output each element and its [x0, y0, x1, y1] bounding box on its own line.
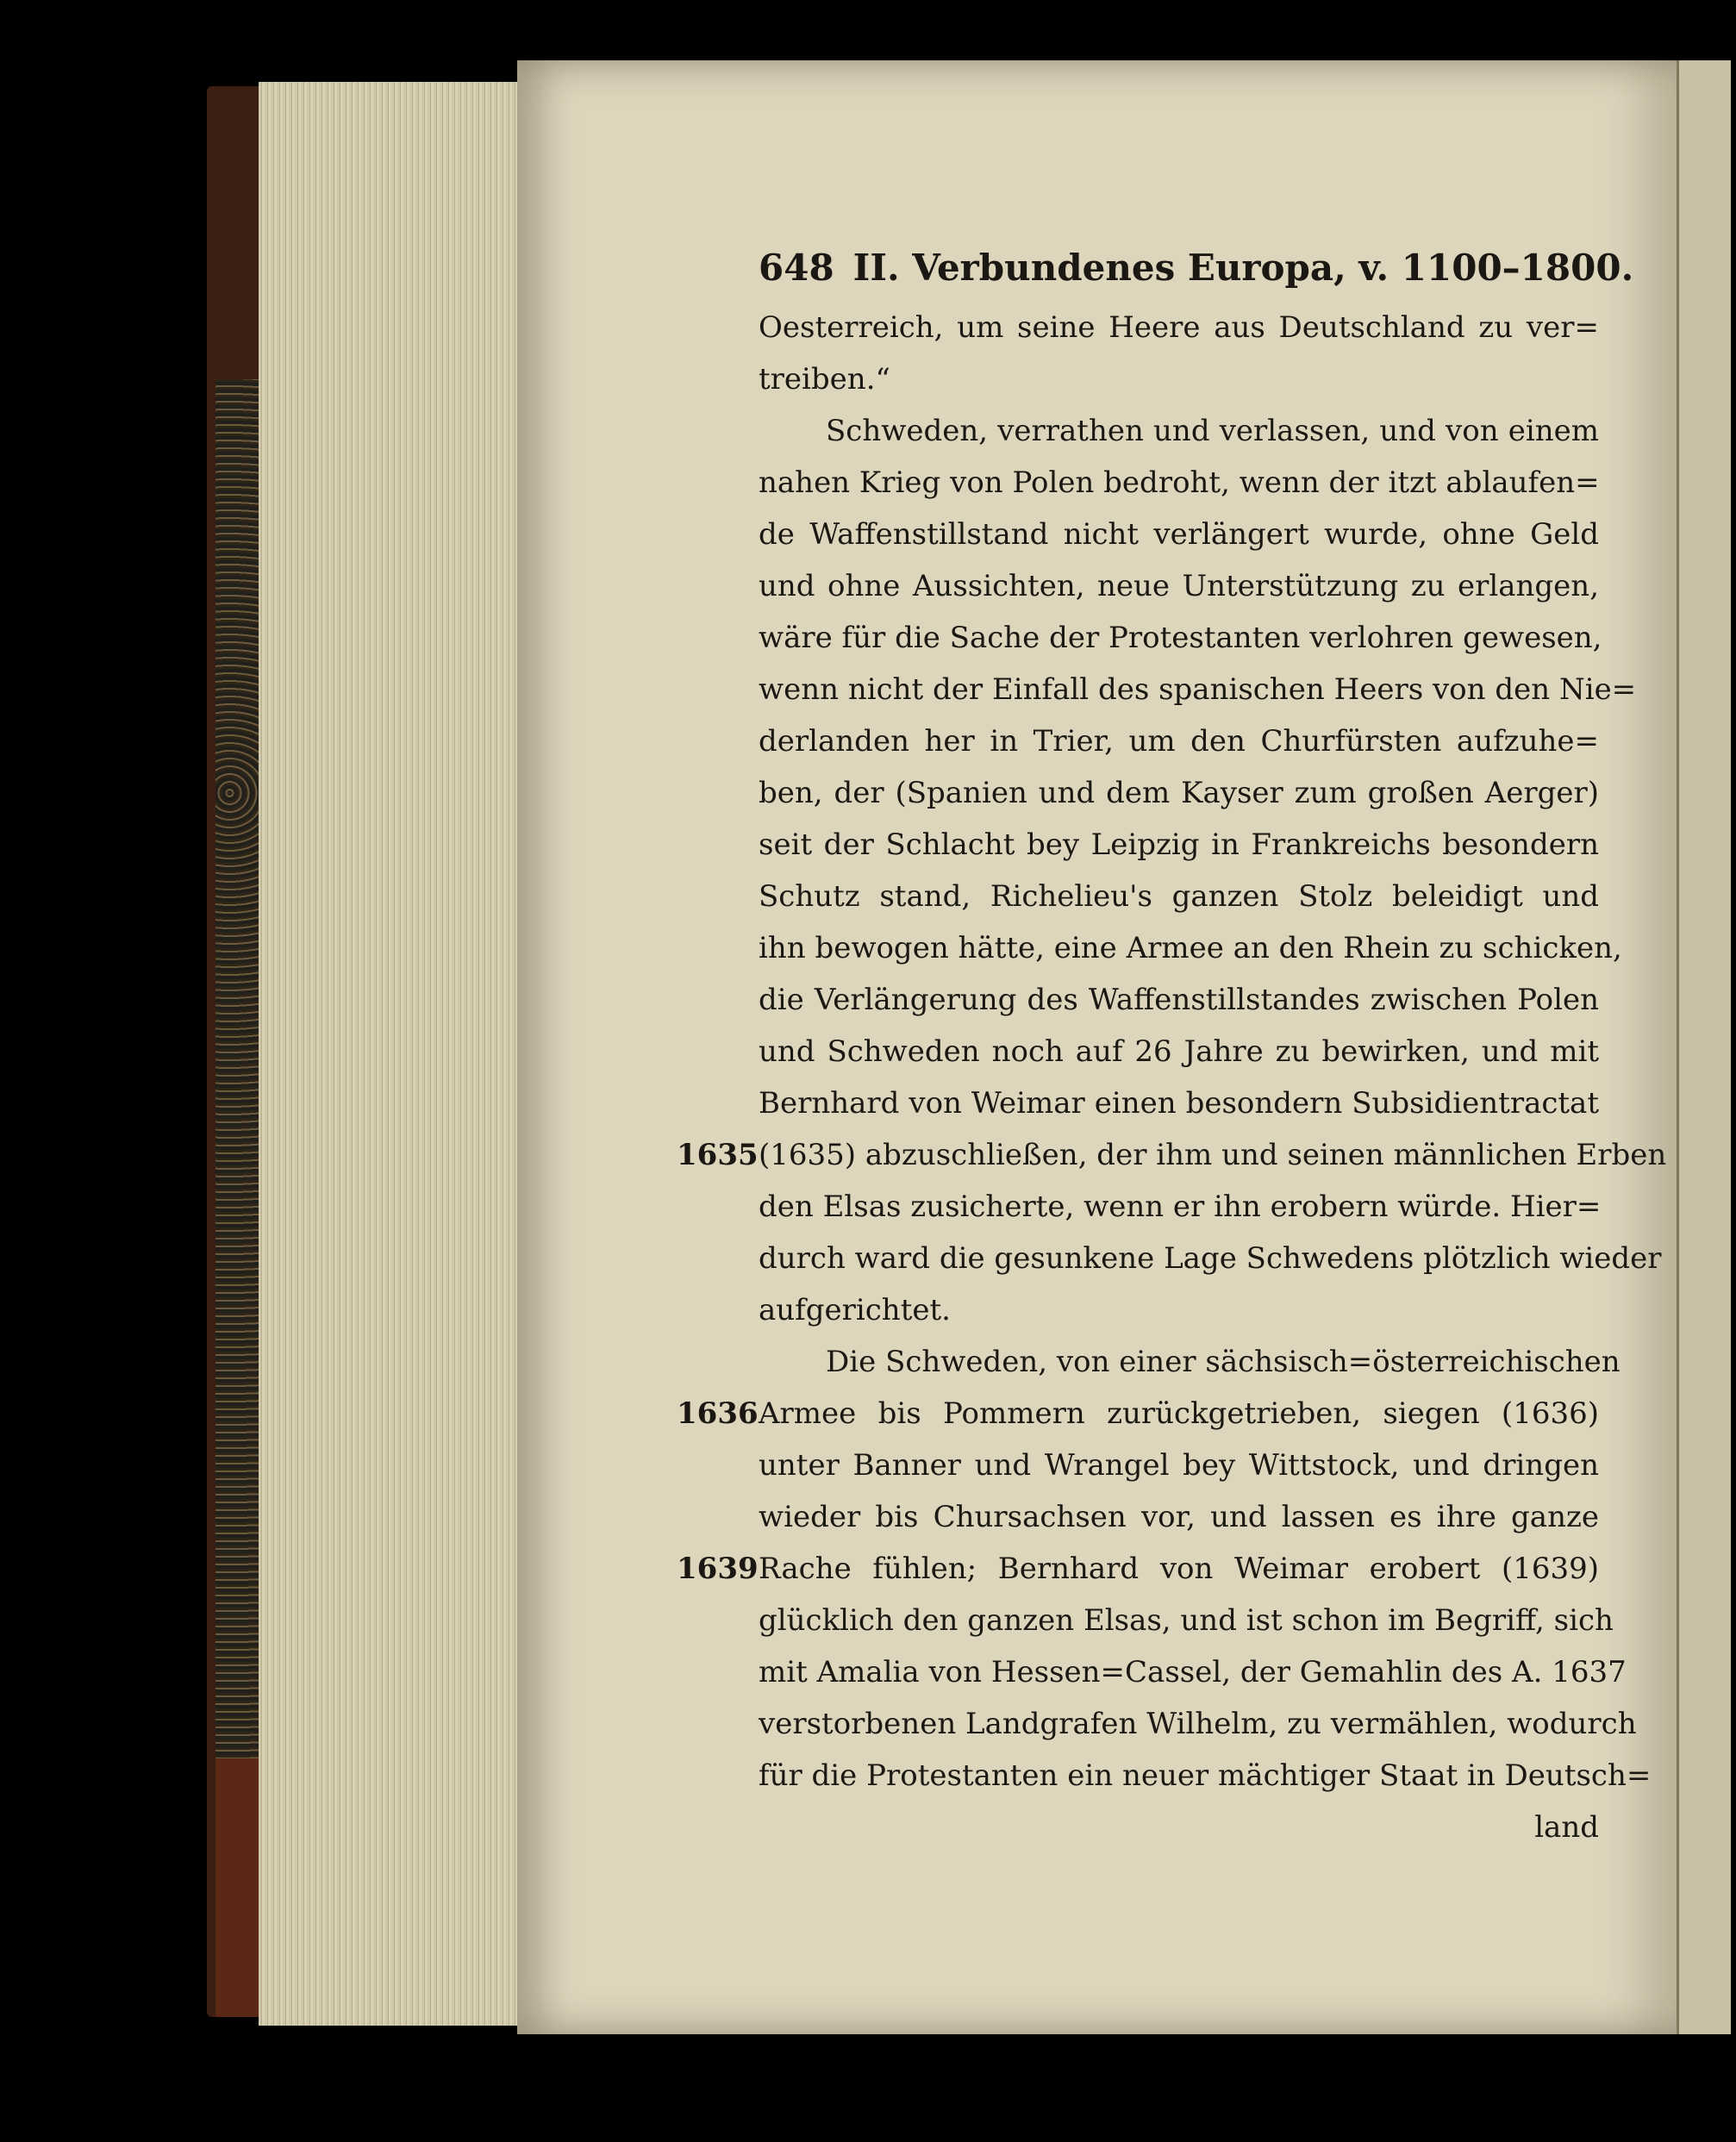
page-header: [759, 233, 1634, 302]
text-line: durch ward die gesunkene Lage Schwedens plötzlich wieder: [759, 1241, 1662, 1276]
catchword-line: land: [1534, 1810, 1599, 1845]
text-line: derlanden her in Trier, um den Churfürsten aufzuhe=: [759, 724, 1599, 759]
margin-year-note: 1639: [677, 1552, 759, 1586]
page-number: 648: [759, 246, 834, 289]
text-line: aufgerichtet.: [759, 1293, 951, 1327]
text-line-with-margin-note: [677, 1129, 1667, 1181]
text-line: die Verlängerung des Waffenstillstandes zwischen Polen: [759, 983, 1599, 1017]
text-line: und ohne Aussichten, neue Unterstützung zu erlangen,: [759, 569, 1599, 603]
text-line: Oesterreich, um seine Heere aus Deutschland zu ver=: [759, 310, 1599, 345]
text-line: treiben.“: [759, 362, 890, 397]
text-line: wenn nicht der Einfall des spanischen Heers von den Nie=: [759, 672, 1637, 707]
text-line: Bernhard von Weimar einen besondern Subsidientractat: [759, 1086, 1599, 1121]
text-line-with-margin-note: [677, 1388, 1599, 1439]
running-head: II. Verbundenes Europa, v. 1100–1800.: [852, 246, 1634, 289]
text-line: de Waffenstillstand nicht verlängert wurde, ohne Geld: [759, 517, 1599, 552]
text-line: Schutz stand, Richelieu's ganzen Stolz beleidigt und: [759, 879, 1599, 914]
text-line: seit der Schlacht bey Leipzig in Frankreichs besondern: [759, 827, 1599, 862]
margin-year-note: 1635: [677, 1138, 759, 1172]
page-text-block: [677, 233, 1667, 1853]
text-line: ben, der (Spanien und dem Kayser zum großen Aerger): [759, 776, 1599, 810]
text-line: den Elsas zusicherte, wenn er ihn erobern würde. Hier=: [759, 1190, 1602, 1224]
text-line: unter Banner und Wrangel bey Wittstock, und dringen: [759, 1448, 1599, 1483]
text-line-with-margin-note: [677, 1543, 1599, 1595]
text-line: wieder bis Chursachsen vor, und lassen es ihre ganze: [759, 1500, 1599, 1534]
text-line: glücklich den ganzen Elsas, und ist schon im Begriff, sich: [759, 1603, 1614, 1638]
text-line: ihn bewogen hätte, eine Armee an den Rhein zu schicken,: [759, 931, 1622, 965]
text-line-content: Rache fühlen; Bernhard von Weimar erobert (1639): [759, 1552, 1599, 1586]
page-edges: [259, 82, 519, 2026]
facing-page-edge: [1677, 60, 1731, 2034]
text-line: mit Amalia von Hessen=Cassel, der Gemahlin des A. 1637: [759, 1655, 1627, 1689]
text-line: nahen Krieg von Polen bedroht, wenn der itzt ablaufen=: [759, 465, 1600, 500]
text-line: und Schweden noch auf 26 Jahre zu bewirken, und mit: [759, 1034, 1599, 1069]
text-line: wäre für die Sache der Protestanten verlohren gewesen,: [759, 621, 1602, 655]
paragraph-start-line: Schweden, verrathen und verlassen, und von einem: [826, 414, 1599, 448]
text-line-content: Armee bis Pommern zurückgetrieben, siegen (1636): [759, 1396, 1599, 1431]
marbled-cover-board: [215, 379, 263, 1758]
paragraph-start-line: Die Schweden, von einer sächsisch=österreichischen: [826, 1345, 1620, 1379]
text-line-content: (1635) abzuschließen, der ihm und seinen männlichen Erben: [759, 1138, 1667, 1172]
margin-year-note: 1636: [677, 1396, 759, 1431]
text-line: für die Protestanten ein neuer mächtiger Staat in Deutsch=: [759, 1758, 1652, 1793]
text-line: verstorbenen Landgrafen Wilhelm, zu vermählen, wodurch: [759, 1707, 1637, 1741]
